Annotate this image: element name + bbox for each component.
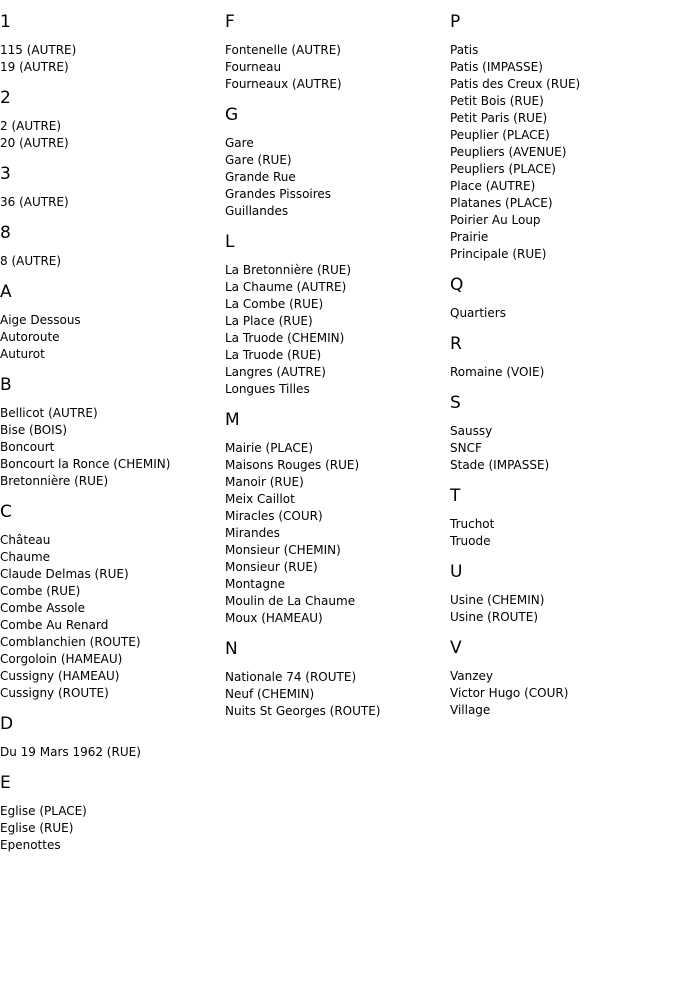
letter-group bbox=[225, 639, 450, 720]
letter-heading: L bbox=[225, 232, 235, 252]
letter-group bbox=[450, 12, 675, 263]
street-link[interactable]: Autoroute bbox=[0, 330, 60, 344]
letter-heading: M bbox=[225, 410, 240, 430]
street-link[interactable]: Peupliers (AVENUE) bbox=[450, 145, 567, 159]
street-link[interactable]: Fontenelle (AUTRE) bbox=[225, 43, 341, 57]
street-link[interactable]: Village bbox=[450, 703, 491, 717]
letter-heading: F bbox=[225, 12, 235, 32]
letter-heading: 3 bbox=[0, 164, 11, 184]
letter-heading: G bbox=[225, 105, 239, 125]
street-link[interactable]: Romaine (VOIE) bbox=[450, 365, 545, 379]
letter-heading: N bbox=[225, 639, 238, 659]
street-link[interactable]: Nuits St Georges (ROUTE) bbox=[225, 704, 381, 718]
street-link[interactable]: 115 (AUTRE) bbox=[0, 43, 77, 57]
street-link[interactable]: Mairie (PLACE) bbox=[225, 441, 314, 455]
street-link[interactable]: Monsieur (RUE) bbox=[225, 560, 318, 574]
street-link[interactable]: Auturot bbox=[0, 347, 45, 361]
letter-heading: 8 bbox=[0, 223, 11, 243]
street-link[interactable]: Truode bbox=[450, 534, 491, 548]
street-link[interactable]: Miracles (COUR) bbox=[225, 509, 323, 523]
street-link[interactable]: Chaume bbox=[0, 550, 51, 564]
street-link[interactable]: Petit Bois (RUE) bbox=[450, 94, 544, 108]
letter-heading: P bbox=[450, 12, 461, 32]
street-link[interactable]: Longues Tilles bbox=[225, 382, 310, 396]
street-link[interactable]: Quartiers bbox=[450, 306, 506, 320]
street-link[interactable]: Principale (RUE) bbox=[450, 247, 547, 261]
letter-group bbox=[0, 12, 225, 76]
letter-heading: B bbox=[0, 375, 12, 395]
street-link[interactable]: 36 (AUTRE) bbox=[0, 195, 69, 209]
street-link[interactable]: Du 19 Mars 1962 (RUE) bbox=[0, 745, 141, 759]
letter-group bbox=[0, 164, 225, 211]
street-link[interactable]: Victor Hugo (COUR) bbox=[450, 686, 569, 700]
letter-group bbox=[450, 275, 675, 322]
letter-group bbox=[0, 375, 225, 490]
street-index-column-1 bbox=[0, 0, 225, 866]
street-link[interactable]: Château bbox=[0, 533, 51, 547]
street-link[interactable]: Eglise (RUE) bbox=[0, 821, 74, 835]
street-link[interactable]: Fourneau bbox=[225, 60, 282, 74]
street-link[interactable]: Manoir (RUE) bbox=[225, 475, 304, 489]
street-link[interactable]: Place (AUTRE) bbox=[450, 179, 536, 193]
street-link[interactable]: 19 (AUTRE) bbox=[0, 60, 69, 74]
street-link[interactable]: Usine (ROUTE) bbox=[450, 610, 539, 624]
street-link[interactable]: Platanes (PLACE) bbox=[450, 196, 553, 210]
street-link[interactable]: La Bretonnière (RUE) bbox=[225, 263, 352, 277]
street-link[interactable]: Gare (RUE) bbox=[225, 153, 292, 167]
letter-group bbox=[225, 410, 450, 627]
street-link[interactable]: Bise (BOIS) bbox=[0, 423, 68, 437]
street-link[interactable]: Mirandes bbox=[225, 526, 280, 540]
street-link[interactable]: Moulin de La Chaume bbox=[225, 594, 356, 608]
street-link[interactable]: Aige Dessous bbox=[0, 313, 81, 327]
street-link[interactable]: Boncourt la Ronce (CHEMIN) bbox=[0, 457, 171, 471]
street-link[interactable]: Langres (AUTRE) bbox=[225, 365, 326, 379]
street-link[interactable]: Grande Rue bbox=[225, 170, 296, 184]
street-link[interactable]: Poirier Au Loup bbox=[450, 213, 541, 227]
letter-group bbox=[0, 502, 225, 702]
letter-group bbox=[0, 88, 225, 152]
street-link[interactable]: SNCF bbox=[450, 441, 482, 455]
letter-group bbox=[0, 282, 225, 363]
letter-group bbox=[450, 486, 675, 550]
street-link[interactable]: Prairie bbox=[450, 230, 489, 244]
letter-heading: 1 bbox=[0, 12, 11, 32]
street-link[interactable]: Monsieur (CHEMIN) bbox=[225, 543, 341, 557]
street-link[interactable]: Epenottes bbox=[0, 838, 61, 852]
letter-heading: S bbox=[450, 393, 461, 413]
letter-group bbox=[0, 773, 225, 854]
street-link[interactable]: La Chaume (AUTRE) bbox=[225, 280, 347, 294]
street-link[interactable]: Vanzey bbox=[450, 669, 494, 683]
street-index-column-2 bbox=[225, 0, 450, 732]
street-link[interactable]: Cussigny (HAMEAU) bbox=[0, 669, 120, 683]
street-link[interactable]: Meix Caillot bbox=[225, 492, 295, 506]
street-link[interactable]: Truchot bbox=[450, 517, 495, 531]
letter-heading: R bbox=[450, 334, 462, 354]
street-link[interactable]: Stade (IMPASSE) bbox=[450, 458, 550, 472]
street-link[interactable]: Combe Au Renard bbox=[0, 618, 109, 632]
letter-group bbox=[0, 223, 225, 270]
street-link[interactable]: La Place (RUE) bbox=[225, 314, 313, 328]
street-link[interactable]: Montagne bbox=[225, 577, 285, 591]
letter-group bbox=[225, 232, 450, 398]
letter-heading: 2 bbox=[0, 88, 11, 108]
letter-group bbox=[225, 105, 450, 220]
street-link[interactable]: Peupliers (PLACE) bbox=[450, 162, 556, 176]
street-link[interactable]: Gare bbox=[225, 136, 254, 150]
letter-heading: T bbox=[450, 486, 461, 506]
street-link[interactable]: Peuplier (PLACE) bbox=[450, 128, 550, 142]
street-link[interactable]: Combe (RUE) bbox=[0, 584, 81, 598]
letter-group bbox=[450, 393, 675, 474]
street-link[interactable]: La Truode (RUE) bbox=[225, 348, 322, 362]
street-link[interactable]: Cussigny (ROUTE) bbox=[0, 686, 109, 700]
street-link[interactable]: Guillandes bbox=[225, 204, 289, 218]
letter-group bbox=[450, 638, 675, 719]
street-link[interactable]: Fourneaux (AUTRE) bbox=[225, 77, 342, 91]
letter-heading: Q bbox=[450, 275, 464, 295]
street-link[interactable]: Petit Paris (RUE) bbox=[450, 111, 548, 125]
street-link[interactable]: Bretonnière (RUE) bbox=[0, 474, 109, 488]
letter-heading: D bbox=[0, 714, 14, 734]
street-link[interactable]: Saussy bbox=[450, 424, 493, 438]
street-link[interactable]: Patis bbox=[450, 43, 479, 57]
street-link[interactable]: Comblanchien (ROUTE) bbox=[0, 635, 141, 649]
street-link[interactable]: Usine (CHEMIN) bbox=[450, 593, 545, 607]
street-link[interactable]: Neuf (CHEMIN) bbox=[225, 687, 315, 701]
street-link[interactable]: Nationale 74 (ROUTE) bbox=[225, 670, 357, 684]
street-link[interactable]: Bellicot (AUTRE) bbox=[0, 406, 98, 420]
street-index-column-3 bbox=[450, 0, 675, 731]
letter-group bbox=[225, 12, 450, 93]
street-link[interactable]: 20 (AUTRE) bbox=[0, 136, 69, 150]
letter-heading: A bbox=[0, 282, 12, 302]
letter-group bbox=[0, 714, 225, 761]
letter-heading: E bbox=[0, 773, 11, 793]
street-link[interactable]: Eglise (PLACE) bbox=[0, 804, 87, 818]
street-link[interactable]: Maisons Rouges (RUE) bbox=[225, 458, 360, 472]
letter-group bbox=[450, 334, 675, 381]
street-link[interactable]: La Combe (RUE) bbox=[225, 297, 324, 311]
letter-heading: V bbox=[450, 638, 462, 658]
street-link[interactable]: La Truode (CHEMIN) bbox=[225, 331, 345, 345]
street-link[interactable]: Corgoloin (HAMEAU) bbox=[0, 652, 123, 666]
letter-heading: C bbox=[0, 502, 12, 522]
street-link[interactable]: 2 (AUTRE) bbox=[0, 119, 62, 133]
letter-group bbox=[450, 562, 675, 626]
letter-heading: U bbox=[450, 562, 463, 582]
street-link[interactable]: Patis des Creux (RUE) bbox=[450, 77, 581, 91]
street-link[interactable]: Combe Assole bbox=[0, 601, 85, 615]
street-link[interactable]: Claude Delmas (RUE) bbox=[0, 567, 129, 581]
street-link[interactable]: Patis (IMPASSE) bbox=[450, 60, 543, 74]
street-link[interactable]: Boncourt bbox=[0, 440, 55, 454]
street-link[interactable]: Grandes Pissoires bbox=[225, 187, 332, 201]
street-link[interactable]: 8 (AUTRE) bbox=[0, 254, 62, 268]
street-link[interactable]: Moux (HAMEAU) bbox=[225, 611, 323, 625]
